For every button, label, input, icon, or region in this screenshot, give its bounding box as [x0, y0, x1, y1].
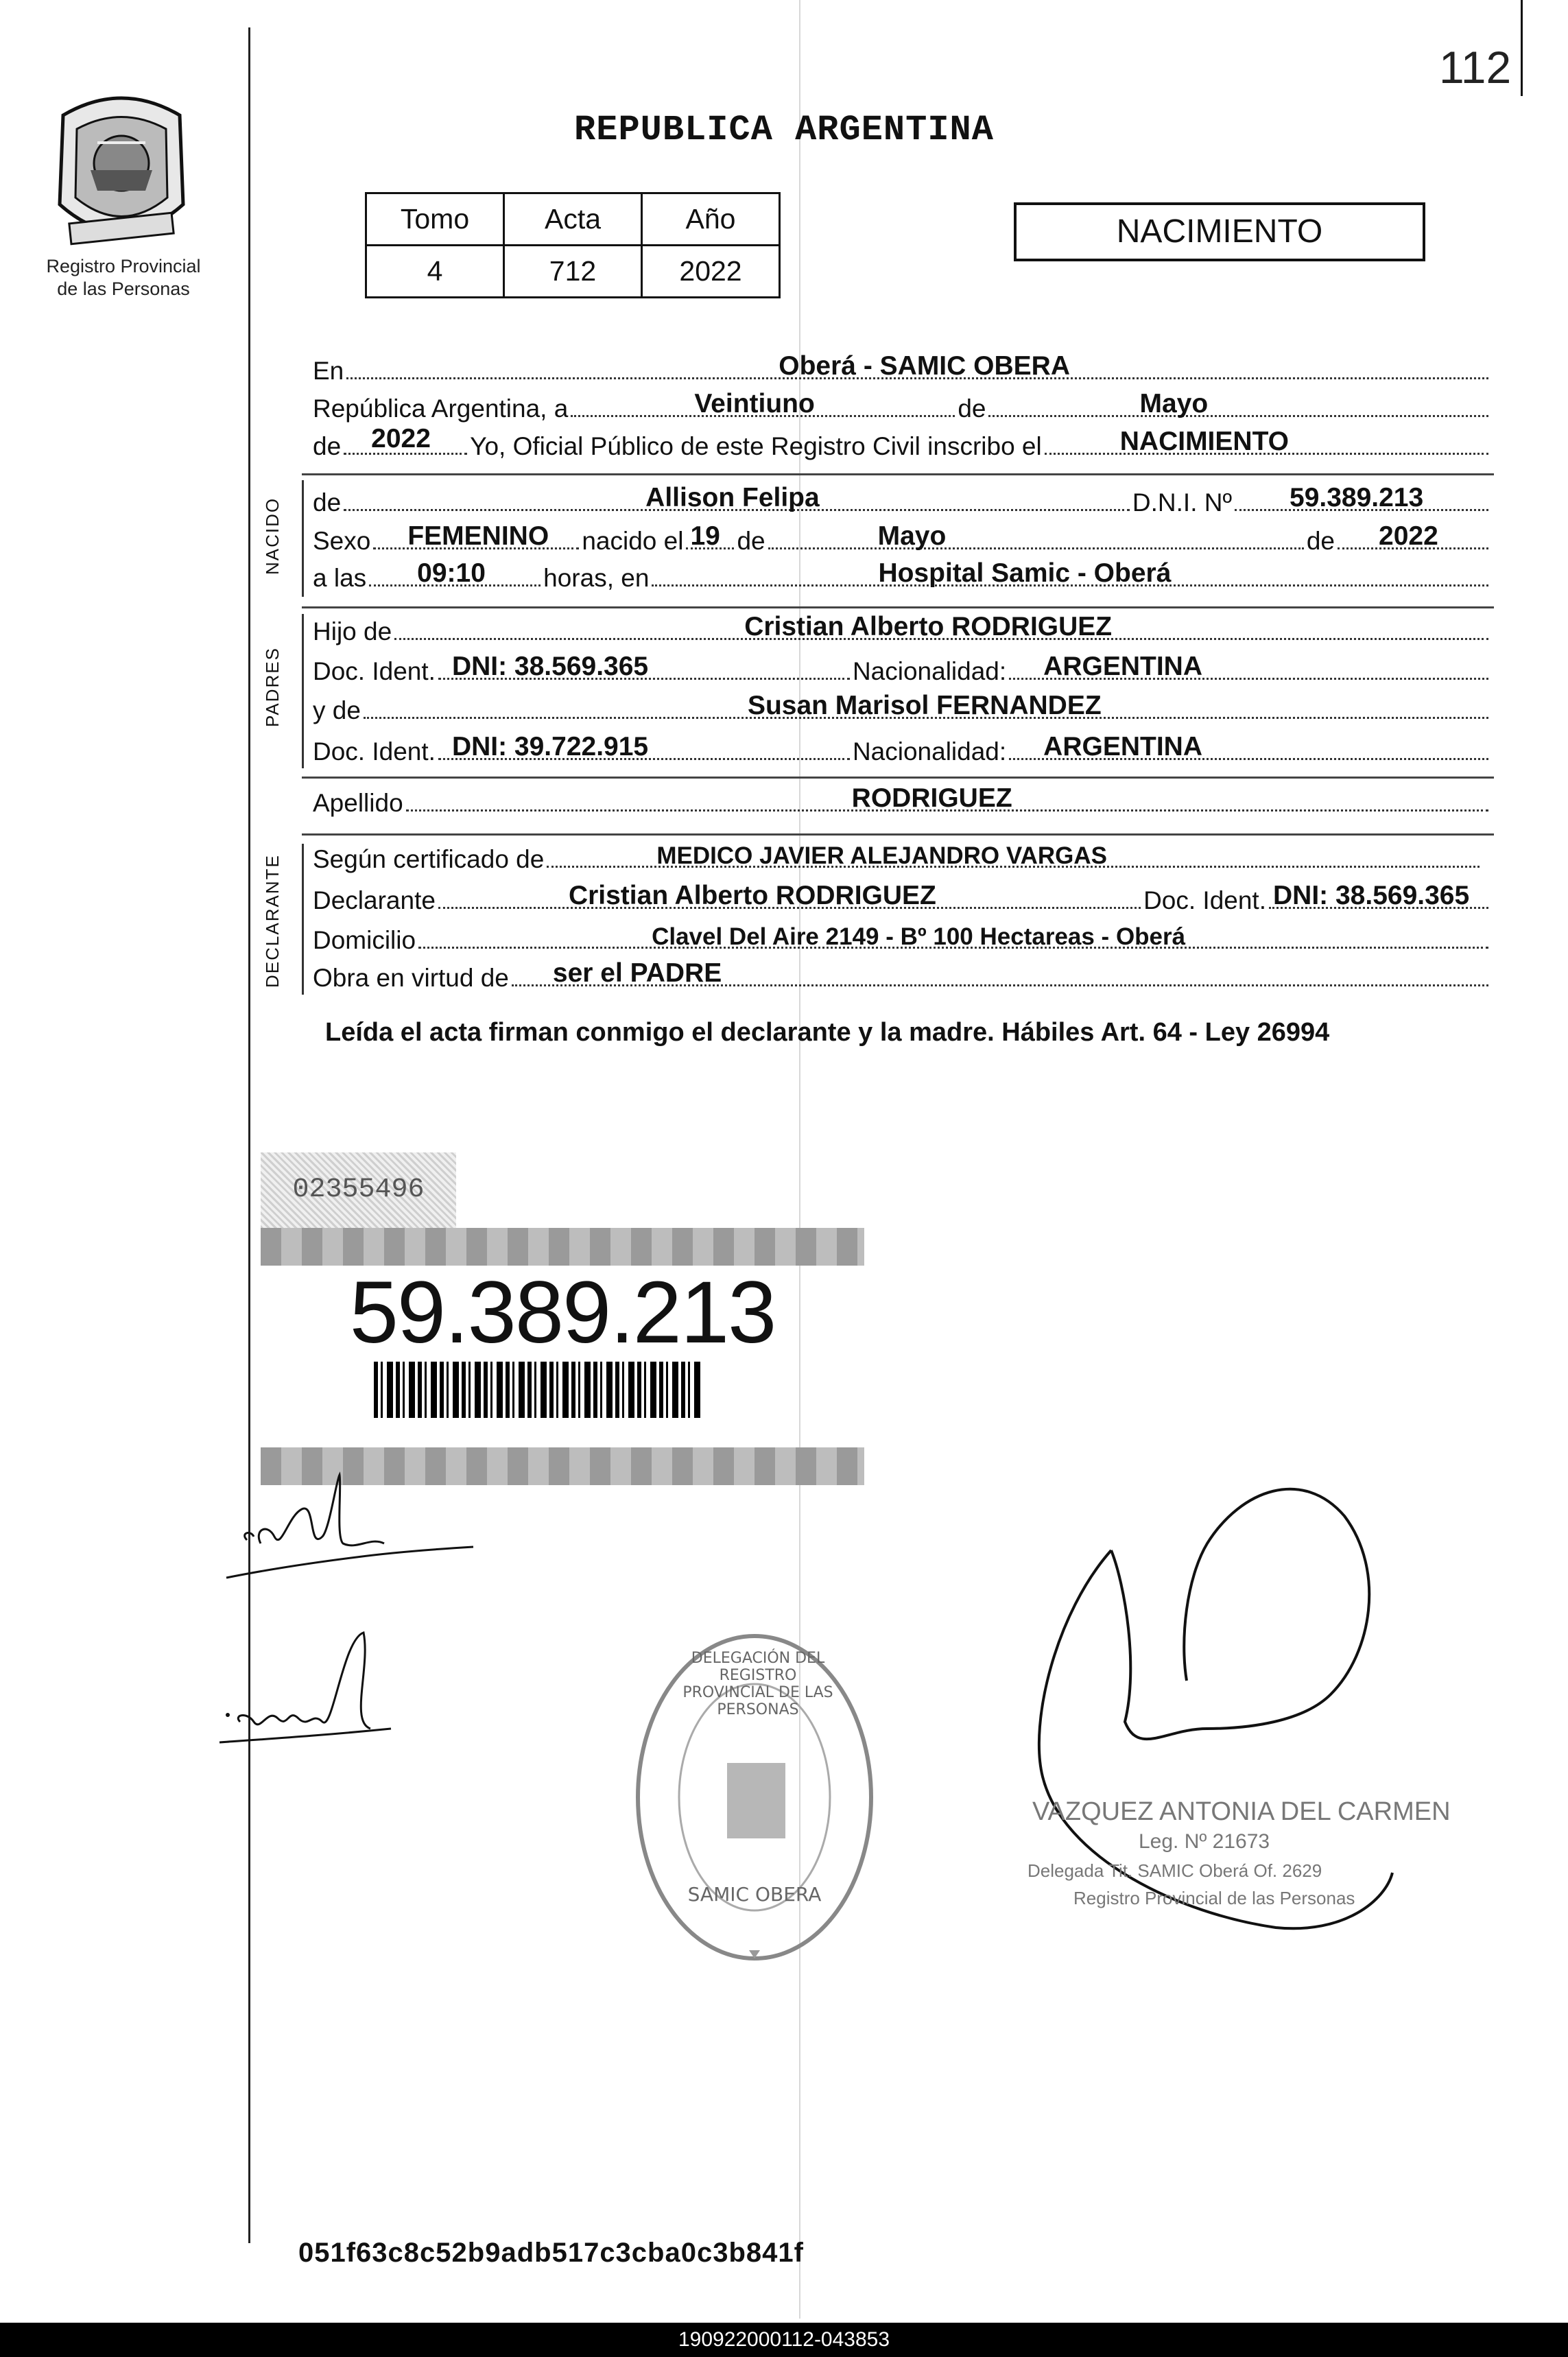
- day-words-value: Veintiuno: [694, 389, 815, 418]
- officer-name: VAZQUEZ ANTONIA DEL CARMEN: [1032, 1797, 1451, 1826]
- separator: [302, 833, 1494, 836]
- obra-label: Obra en virtud de: [313, 964, 509, 992]
- year-value: 2022: [371, 424, 431, 453]
- security-band-top: [261, 1228, 864, 1266]
- declarante-label: Declarante: [313, 886, 436, 914]
- logo-caption-line1: Registro Provincial: [46, 256, 201, 276]
- line-padre: [313, 612, 1491, 646]
- mother-value: Susan Marisol FERNANDEZ: [747, 691, 1102, 720]
- y-de-label: y de: [313, 696, 361, 724]
- document-hash: 051f63c8c52b9adb517c3cba0c3b841f: [298, 2238, 804, 2268]
- line-padre-doc: [313, 652, 1491, 686]
- separator: [302, 777, 1494, 779]
- doc-label: Doc. Ident.: [1143, 886, 1266, 914]
- tomo-value: 4: [366, 246, 504, 298]
- doc-label: Doc. Ident.: [313, 737, 436, 766]
- father-nat-value: ARGENTINA: [1043, 652, 1202, 681]
- de-label: de: [313, 488, 342, 517]
- birth-month-value: Mayo: [877, 521, 947, 551]
- birth-place-value: Hospital Samic - Oberá: [878, 558, 1172, 588]
- officer-role: Delegada Tit. SAMIC Oberá Of. 2629: [1027, 1860, 1322, 1881]
- mother-signature: [213, 1626, 418, 1763]
- line-certificado: [313, 842, 1482, 874]
- page-number: 112: [1439, 42, 1512, 93]
- line-anio: [313, 424, 1491, 461]
- footer-id-bar: 190922000112-043853: [0, 2323, 1568, 2357]
- anio-value: 2022: [642, 246, 780, 298]
- apellido-value: RODRIGUEZ: [851, 783, 1012, 813]
- fold-crease: [799, 0, 800, 2319]
- cert-value: MEDICO JAVIER ALEJANDRO VARGAS: [656, 842, 1107, 869]
- acta-value: 712: [504, 246, 642, 298]
- line-en: [313, 351, 1491, 386]
- address-value: Clavel Del Aire 2149 - Bº 100 Hectareas - Oberá: [652, 923, 1186, 950]
- closing-text: Leída el acta firman conmigo el declarante y la madre. Hábiles Art. 64 - Ley 26994: [325, 1018, 1330, 1047]
- horas-label: horas, en: [543, 564, 650, 592]
- line-apellido: [313, 783, 1491, 818]
- time-value: 09:10: [417, 558, 486, 588]
- nacido-bracket: [302, 480, 304, 597]
- separator: [302, 473, 1494, 475]
- dni-barcode: [374, 1362, 703, 1418]
- cert-label: Según certificado de: [313, 845, 545, 873]
- page-edge-line: [1521, 0, 1523, 96]
- line-declarante: [313, 881, 1491, 915]
- declarante-value: Cristian Alberto RODRIGUEZ: [568, 881, 936, 910]
- place-value: Oberá - SAMIC OBERA: [779, 351, 1070, 381]
- de-label: de: [958, 394, 986, 423]
- padres-bracket: [302, 614, 304, 768]
- document-title: REPUBLICA ARGENTINA: [574, 110, 994, 150]
- declarante-section-label: DECLARANTE: [262, 854, 283, 988]
- line-obra: [313, 958, 1491, 993]
- acta-header: Acta: [504, 193, 642, 246]
- line-madre-doc: [313, 732, 1491, 766]
- line-hora: [313, 558, 1491, 593]
- month-value: Mayo: [1139, 389, 1209, 418]
- name-value: Allison Felipa: [645, 483, 820, 512]
- dni-label: D.N.I. Nº: [1132, 488, 1232, 517]
- mother-nat-value: ARGENTINA: [1043, 732, 1202, 761]
- father-value: Cristian Alberto RODRIGUEZ: [744, 612, 1113, 641]
- de-label-c: de: [1306, 527, 1335, 555]
- nacido-el-label: nacido el: [582, 527, 684, 555]
- line-republica: [313, 389, 1491, 423]
- registry-table: [365, 192, 781, 298]
- anio-header: Año: [642, 193, 780, 246]
- separator: [302, 606, 1494, 608]
- dni-large-number: 59.389.213: [349, 1264, 776, 1362]
- hijo-de-label: Hijo de: [313, 617, 392, 645]
- a-las-label: a las: [313, 564, 367, 592]
- republica-label: República Argentina, a: [313, 394, 569, 423]
- act-word-value: NACIMIENTO: [1119, 427, 1290, 456]
- seal-bottom-text: SAMIC OBERA: [687, 1883, 822, 1906]
- seal-ring-text: DELEGACIÓN DEL REGISTRO PROVINCIAL DE LAS PERSONAS: [682, 1650, 833, 1718]
- logo-caption-line2: de las Personas: [57, 279, 190, 299]
- dni-value: 59.389.213: [1290, 483, 1424, 512]
- officer-legajo: Leg. Nº 21673: [1139, 1830, 1270, 1853]
- padres-section-label: PADRES: [262, 647, 283, 727]
- en-label: En: [313, 357, 344, 385]
- line-sexo: [313, 521, 1491, 556]
- de-label-b: de: [737, 527, 765, 555]
- margin-line: [248, 27, 250, 2243]
- domicilio-label: Domicilio: [313, 926, 416, 954]
- line-domicilio: [313, 923, 1491, 955]
- serial-sticker: 02355496: [261, 1152, 456, 1228]
- act-type-box: NACIMIENTO: [1014, 202, 1425, 261]
- de-label-2: de: [313, 432, 342, 460]
- father-doc-value: DNI: 38.569.365: [451, 652, 649, 681]
- nac-label: Nacionalidad:: [852, 737, 1007, 766]
- mother-doc-value: DNI: 39.722.915: [451, 732, 649, 761]
- oficial-text: Yo, Oficial Público de este Registro Civil inscribo el: [470, 432, 1042, 460]
- declarante-doc-value: DNI: 38.569.365: [1273, 881, 1470, 910]
- nac-label: Nacionalidad:: [852, 657, 1007, 685]
- obra-value: ser el PADRE: [552, 958, 722, 988]
- birth-year-value: 2022: [1379, 521, 1438, 551]
- tomo-header: Tomo: [366, 193, 504, 246]
- sexo-value: FEMENINO: [407, 521, 549, 551]
- nacido-section-label: NACIDO: [262, 497, 283, 575]
- logo-caption: [21, 255, 226, 300]
- line-madre: [313, 691, 1491, 725]
- declarante-bracket: [302, 844, 304, 995]
- doc-label: Doc. Ident.: [313, 657, 436, 685]
- birth-day-value: 19: [690, 521, 720, 551]
- registry-seal-stamp: [631, 1629, 878, 1965]
- line-nombre: [313, 483, 1491, 517]
- declarant-signature: [219, 1468, 480, 1591]
- officer-registry: Registro Provincial de las Personas: [1073, 1888, 1355, 1908]
- apellido-label: Apellido: [313, 789, 403, 817]
- sexo-label: Sexo: [313, 527, 371, 555]
